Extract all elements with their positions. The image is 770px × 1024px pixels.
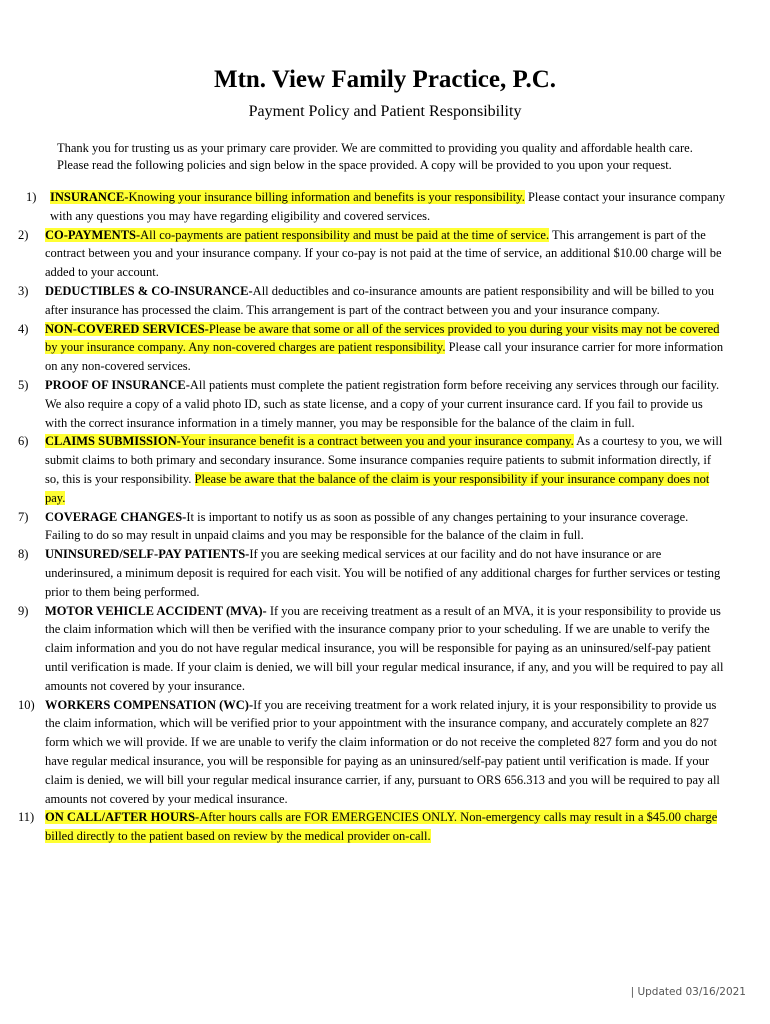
policy-highlighted-text: After hours calls are FOR EMERGENCIES ONLY. Non-emergency calls may result in a $45.00 charge billed directly to the patient based on review by the medical provider on-call. — [45, 810, 718, 844]
policy-heading: COVERAGE CHANGES- — [45, 509, 187, 524]
policy-text: All deductibles and co-insurance amounts are patient responsibility and will be billed to you after insurance has processed the claim. This arrangement is part of the contract between you and your insurance company. — [45, 283, 715, 317]
policy-number: 9) — [18, 603, 29, 618]
intro-paragraph: Thank you for trusting us as your primary care provider. We are committed to providing you quality and affordable health care. Please read the following policies and sign below in the space provided. A copy will be provided to you upon your request. — [57, 141, 693, 172]
policy-item-workers-compensation — [0, 696, 725, 809]
policy-heading: PROOF OF INSURANCE- — [45, 377, 190, 392]
policy-number: 4) — [18, 321, 29, 336]
policy-number: 10) — [18, 697, 35, 712]
policy-heading: NON-COVERED SERVICES- — [45, 321, 209, 336]
policy-heading: ON CALL/AFTER HOURS- — [45, 810, 200, 825]
policy-number: 5) — [18, 377, 29, 392]
policy-item-deductibles — [0, 282, 725, 320]
policy-highlighted-text: Please be aware that some or all of the services provided to you during your visits may not be covered by your insurance company. Any non-covered charges are patient responsibility. — [45, 321, 720, 355]
policy-highlighted-text: Please be aware that the balance of the claim is your responsibility if your insurance company does not pay. — [45, 471, 710, 505]
policy-item-claims-submission — [0, 432, 725, 507]
policy-number: 8) — [18, 547, 29, 562]
policy-item-proof-of-insurance — [0, 376, 725, 432]
policy-heading: MOTOR VEHICLE ACCIDENT (MVA)- — [45, 603, 267, 618]
policy-heading: CLAIMS SUBMISSION- — [45, 434, 181, 449]
policy-number: 6) — [18, 434, 29, 449]
policy-text: If you are receiving treatment as a result of an MVA, it is your responsibility to provide us the claim information which will then be verified with the insurance company prior to your scheduling. If we are unable to verify the claim information and you do not have regular medical insurance, you will be responsible for paying as an uninsured/self-pay patient until verification is made. If your claim is denied, we will bill your regular medical insurance, if any, and you will be required to pay all amounts not covered by your insurance. — [45, 603, 724, 693]
policy-number: 3) — [18, 283, 29, 298]
policy-highlighted-text: Knowing your insurance billing information and benefits is your responsibility. — [128, 190, 525, 204]
policy-item-uninsured-self-pay — [0, 545, 725, 601]
policy-item-insurance — [0, 188, 730, 226]
policy-list — [0, 188, 770, 846]
policy-number: 7) — [18, 509, 29, 524]
policy-text: If you are seeking medical services at our facility and do not have insurance or are underinsured, a minimum deposit is required for each visit. You will be notified of any additional charges for further services or testing prior to them being performed. — [45, 547, 721, 599]
policy-number: 11) — [18, 810, 35, 825]
policy-text: As a courtesy to you, we will submit claims to both primary and secondary insurance. Some insurance companies require patients to submit information directly, if so, this is your responsibility. — [45, 434, 723, 486]
policy-item-coverage-changes — [0, 508, 725, 546]
policy-item-on-call-after-hours — [0, 808, 725, 846]
policy-text: This arrangement is part of the contract between you and your insurance company. If your co-pay is not paid at the time of service, an additional $10.00 charge will be added to your account. — [45, 227, 722, 280]
policy-heading: CO-PAYMENTS- — [45, 227, 141, 242]
policy-subtitle: Payment Policy and Patient Responsibility — [248, 103, 522, 120]
policy-heading: DEDUCTIBLES & CO-INSURANCE- — [45, 283, 253, 298]
updated-date-footer: | Updated 03/16/2021 — [630, 986, 746, 998]
policy-text: Please call your insurance carrier for more information on any non-covered services. — [45, 340, 724, 374]
policy-text: It is important to notify us as soon as possible of any changes pertaining to your insurance coverage. Failing to do so may result in unpaid claims and you may be responsible for the balance of the claim in full. — [45, 509, 689, 543]
policy-number: 2) — [18, 227, 29, 242]
policy-item-co-payments — [0, 226, 725, 282]
policy-text: Please contact your insurance company with any questions you may have regarding eligibility and covered services. — [50, 190, 726, 223]
policy-highlighted-text: All co-payments are patient responsibility and must be paid at the time of service. — [140, 227, 550, 242]
policy-text: All patients must complete the patient registration form before receiving any services through our facility. We also require a copy of a valid photo ID, such as state license, and a copy of your current insurance card. If you fail to provide us with the correct insurance information in a timely manner, you may be responsible for the balance of the claim in full. — [45, 377, 720, 430]
policy-heading: WORKERS COMPENSATION (WC)- — [45, 697, 254, 712]
policy-heading: UNINSURED/SELF-PAY PATIENTS- — [45, 547, 250, 562]
policy-heading: INSURANCE- — [50, 190, 129, 204]
policy-item-motor-vehicle-accident — [0, 602, 725, 696]
policy-text: If you are receiving treatment for a work related injury, it is your responsibility to provide us the claim information, which will be verified prior to your appointment with the insurance company, and accurately complete an 827 form which we will provide. If we are unable to verify the claim information or do not receive the completed 827 form and you do not have regular medical insurance, you will be responsible for paying as an uninsured/self-pay patient until verification is made. If your claim is denied, we will bill your regular medical insurance carrier, if any, pursuant to ORS 656.313 and you will be required to pay all amounts not covered by your medical insurance. — [45, 697, 720, 806]
practice-title: Mtn. View Family Practice, P.C. — [213, 66, 557, 93]
policy-highlighted-text: Your insurance benefit is a contract between you and your insurance company. — [180, 434, 574, 449]
policy-number: 1) — [26, 190, 37, 204]
policy-item-non-covered-services — [0, 320, 725, 376]
